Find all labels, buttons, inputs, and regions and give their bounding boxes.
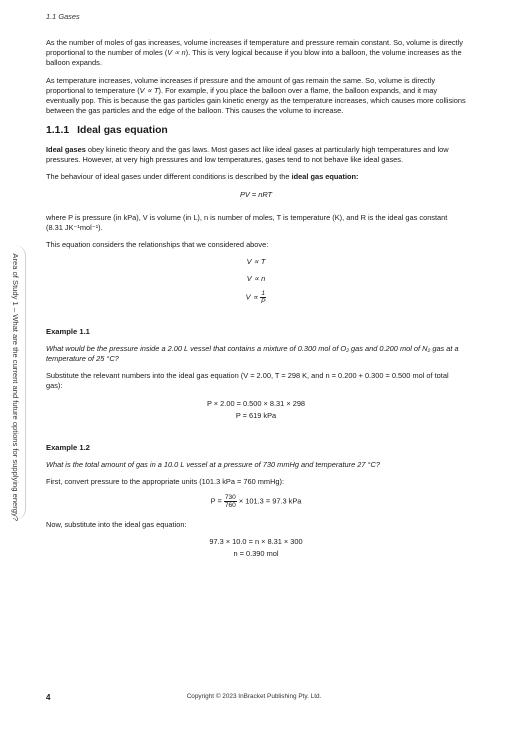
example-1-instruction: Substitute the relevant numbers into the ideal gas equation (V = 2.00, T = 298 K, and n = 0.200 + 0.300 = 0.500 mol of total gas): (46, 371, 449, 391)
side-tab-label: Area of Study 1 – What are the current and future options for supplying energy? (11, 253, 21, 522)
fraction (260, 290, 266, 306)
section-title: Ideal gas equation (77, 124, 168, 136)
example-1-heading: Example 1.1 (46, 327, 90, 337)
page-content (46, 38, 466, 561)
fraction-numerator: 1 (261, 289, 265, 297)
example-2-answer: n = 0.390 mol (233, 548, 279, 558)
relation-v-n-display: V ∝ n (246, 273, 266, 283)
term-ideal-gases: Ideal gases (46, 144, 86, 154)
ideal-gases-paragraph (46, 145, 466, 165)
fraction-denominator: 760 (224, 502, 236, 510)
section-heading (46, 124, 466, 138)
text-span: ). This is very logical because if you blow into a balloon, the volume increases as the balloon expands. (46, 48, 462, 68)
example-2-working-line: 97.3 × 10.0 = n × 8.31 × 300 (209, 536, 303, 546)
fraction (224, 494, 237, 510)
relation-prefix: V ∝ (245, 292, 258, 302)
example-2-heading: Example 1.2 (46, 443, 90, 453)
relation-v-t-display: V ∝ T (246, 257, 266, 267)
text-span: As the number of moles of gas increases, volume increases if temperature and pressure remain constant. So, volume is directly proportional to the number of moles ( (46, 38, 463, 58)
where-paragraph: where P is pressure (in kPa), V is volume (in L), n is number of moles, T is temperature (K), and R is the ideal gas constant (8.31 JK⁻¹mol⁻¹). (46, 212, 448, 232)
fraction-numerator: 730 (224, 494, 236, 502)
example-1-question: What would be the pressure inside a 2.00 L vessel that contains a mixture of 0.300 mol of O₂ gas and 0.200 mol of N₂ gas at a temperature of 25 °C? (46, 343, 459, 364)
term-ideal-gas-equation: ideal gas equation: (291, 172, 359, 182)
text-span: As temperature increases, volume increases if pressure and the amount of gas remain the same. So, volume is directly proportional to temperature ( (46, 75, 436, 95)
example-2-substitute: Now, substitute into the ideal gas equation: (46, 519, 187, 529)
example-1-working-line: P × 2.00 = 0.500 × 8.31 × 298 (206, 398, 306, 408)
example-1-answer: P = 619 kPa (235, 410, 277, 420)
relation-v-n: V ∝ n (167, 48, 186, 58)
ideal-gas-equation: PV = nRT (239, 189, 273, 199)
example-2-instruction: First, convert pressure to the appropriate units (101.3 kPa = 760 mmHg): (46, 476, 285, 486)
relation-v-inverse-p-display (46, 290, 466, 306)
pressure-conversion (46, 494, 466, 510)
intro-paragraph-moles (46, 38, 466, 69)
ideal-gas-equation-intro (46, 172, 466, 182)
conversion-suffix: × 101.3 = 97.3 kPa (238, 496, 302, 506)
considers-paragraph: This equation considers the relationships that we considered above: (46, 240, 269, 250)
relation-v-t: V ∝ T (139, 85, 159, 95)
fraction-denominator: P (260, 298, 266, 306)
running-head: 1.1 Gases (46, 12, 80, 21)
copyright-notice: Copyright © 2023 InBracket Publishing Pty. Ltd. (186, 693, 322, 700)
text-span: ). For example, if you place the balloon over a flame, the balloon expands, and it may eventually pop. This is because the gas particles gain kinetic energy as the temperature increases, which causes more collisions between the gas particles and the edge of the balloon. This causes the volume to increase. (46, 85, 466, 116)
intro-paragraph-temperature (46, 76, 466, 117)
example-2-question: What is the total amount of gas in a 10.0 L vessel at a pressure of 730 mmHg and temperature 27 °C? (46, 459, 380, 469)
text-span: The behaviour of ideal gases under different conditions is described by the (46, 172, 292, 182)
text-span: obey kinetic theory and the gas laws. Most gases act like ideal gases at particularly high temperatures and low pressures. However, at very high pressures and low temperatures, gases tend to not behave like ideal gases. (46, 144, 449, 165)
page-number: 4 (46, 693, 51, 702)
conversion-prefix: P = (210, 496, 222, 506)
section-number: 1.1.1 (46, 124, 70, 136)
